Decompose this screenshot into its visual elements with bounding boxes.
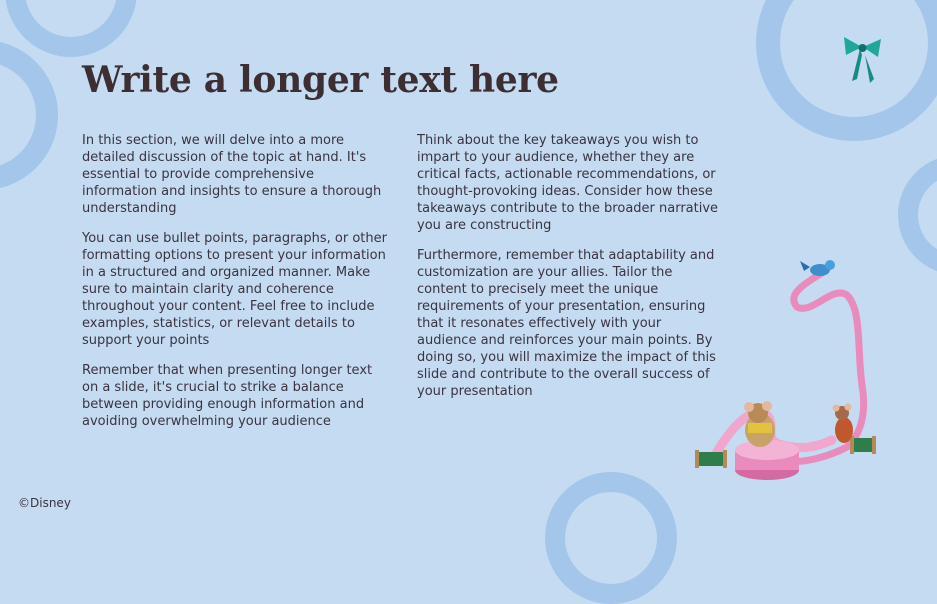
paragraph: Think about the key takeaways you wish to impart to your audience, whether they are critical facts, actionable recommendations, or thought-provoking ideas. Consider how these takeaways contribute to the broader narrative you are constructing: [417, 133, 719, 233]
paragraph: Remember that when presenting longer text on a slide, it's crucial to strike a balance between providing enough information and avoiding overwhelming your audience: [82, 363, 373, 429]
paragraph: Furthermore, remember that adaptability and customization are your allies. Tailor the content to precisely meet the unique requirements of your presentation, ensuring that it resonates effectively with your audience and reinforces your main points. By doing so, you will maximize the impact of this slide and contribute to the overall success of your presentation: [417, 248, 716, 399]
ring-decoration: [5, 0, 137, 57]
paragraph: In this section, we will delve into a more detailed discussion of the topic at hand. It's essential to provide comprehensive information and insights to ensure a thorough understanding: [82, 133, 382, 216]
ring-decoration: [0, 40, 58, 190]
ring-decoration: [898, 155, 937, 275]
paragraph: You can use bullet points, paragraphs, or other formatting options to present your information in a structured and organized manner. Make sure to maintain clarity and coherence throughout your content. Feel free to include examples, statistics, or relevant details to support your points: [82, 231, 387, 348]
ring-decoration: [545, 472, 677, 604]
text-column-left: [82, 132, 387, 443]
text-column-right: [417, 132, 722, 413]
copyright-text: ©Disney: [18, 496, 71, 510]
slide-title: Write a longer text here: [82, 59, 559, 101]
mice-ribbon-illustration: [692, 255, 892, 495]
bow-icon: [840, 33, 885, 85]
